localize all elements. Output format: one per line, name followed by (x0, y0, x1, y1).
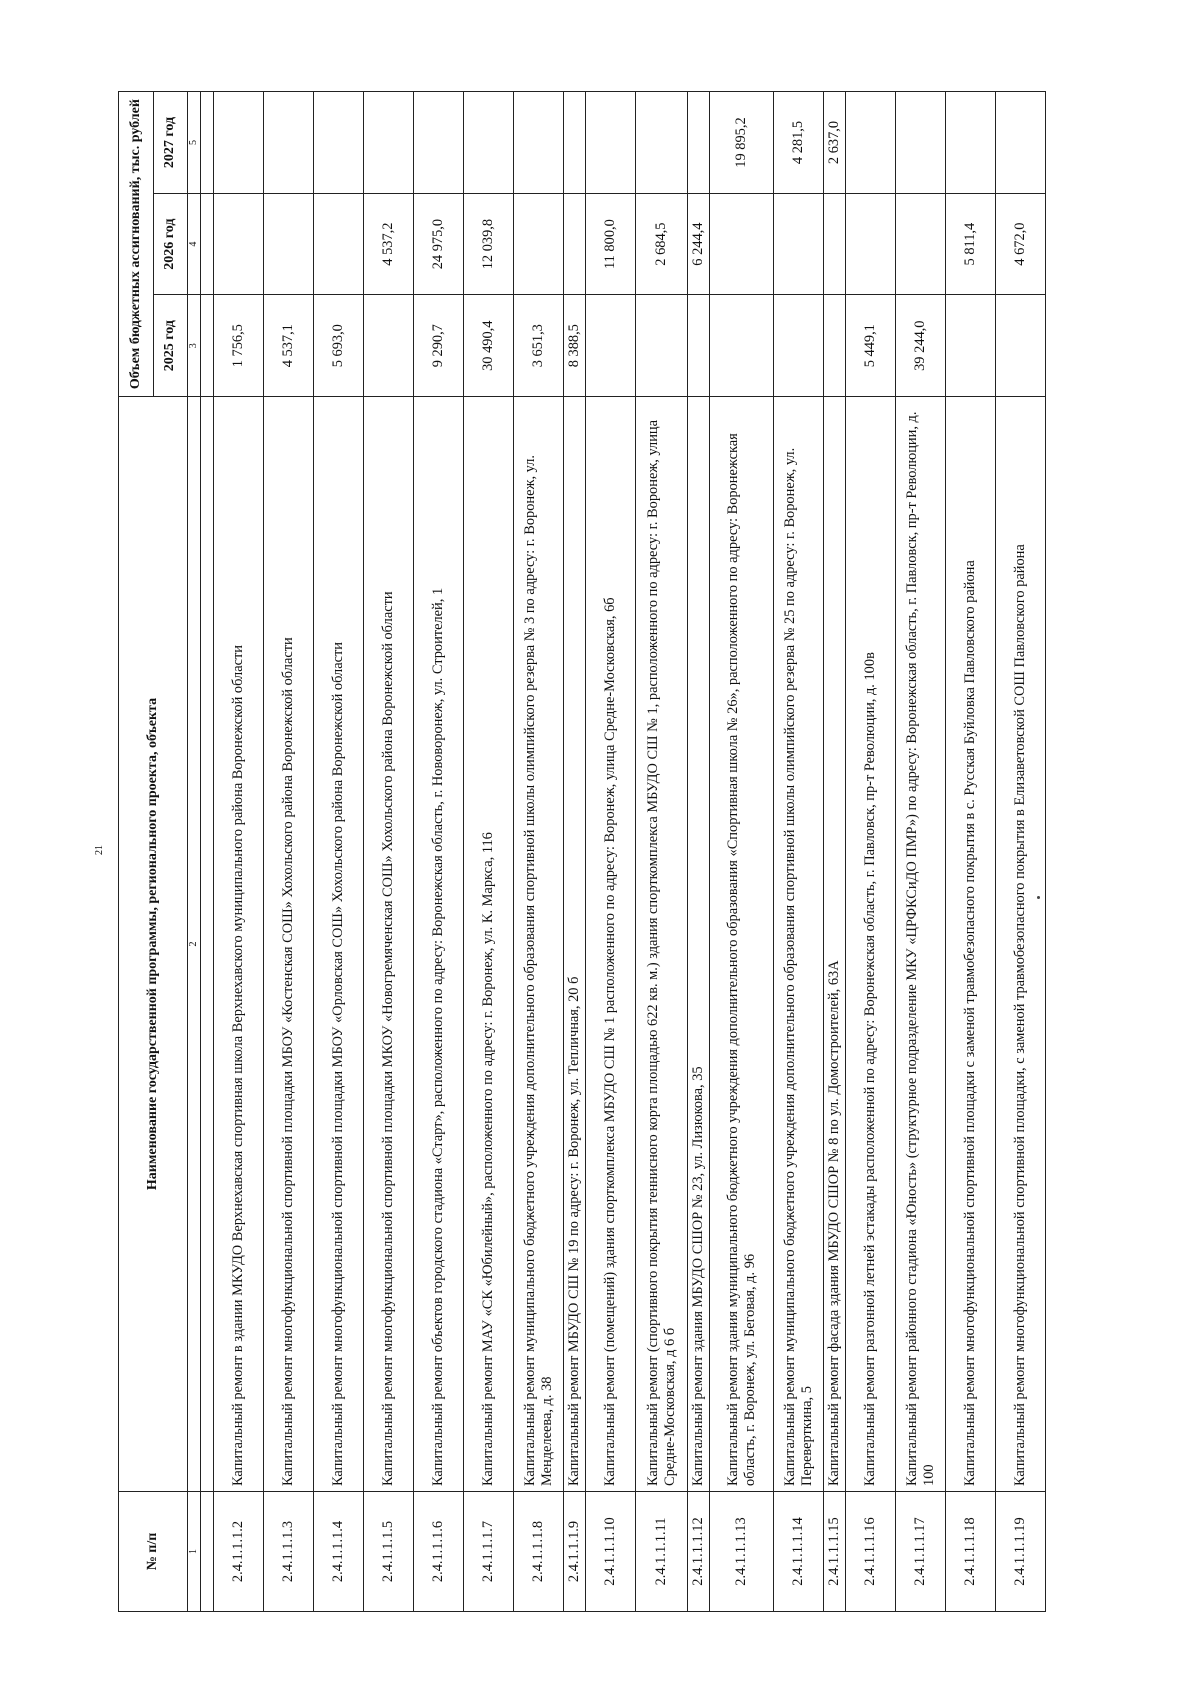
row-name: Капитальный ремонт разгонной летней эстакады расположенной по адресу: Воронежская область, г. Павловск, пр-т Революции, д. 100в (846, 397, 896, 1492)
table-row (996, 92, 1046, 1612)
row-name: Капитальный ремонт МАУ «СК «Юбилейный», расположенного по адресу: г. Воронеж, ул. К. Маркса, 116 (464, 397, 514, 1492)
row-value-2025: 4 537,1 (264, 295, 314, 397)
row-value-2025: 39 244,0 (896, 295, 946, 397)
table-row (564, 92, 586, 1612)
column-index: 2 (188, 397, 201, 1492)
row-value-2027 (586, 92, 636, 194)
row-name: Капитальный ремонт многофункциональной спортивной площадки МБОУ «Орловская СОШ» Хохольского района Воронежской области (314, 397, 364, 1492)
table-row (364, 92, 414, 1612)
row-code: 2.4.1.1.1.3 (264, 1492, 314, 1612)
row-value-2025 (774, 295, 824, 397)
row-value-2026: 12 039,8 (464, 193, 514, 295)
row-code: 2.4.1.1.1.17 (896, 1492, 946, 1612)
header-2027: 2027 год (153, 92, 188, 194)
row-value-2026 (514, 193, 564, 295)
row-value-2025: 5 449,1 (846, 295, 896, 397)
row-value-2025 (688, 295, 710, 397)
row-value-2025 (824, 295, 846, 397)
row-name: Капитальный ремонт объектов городского стадиона «Старт», расположенного по адресу: Воронежская область, г. Нововоронеж, ул. Строителей, 1 (414, 397, 464, 1492)
row-name: Капитальный ремонт муниципального бюджетного учреждения дополнительного образования спортивной школы олимпийского резерва № 25 по адресу: г. Воронеж, ул. Переверткина, 5 (774, 397, 824, 1492)
row-name: Капитальный ремонт фасада здания МБУДО СШОР № 8 по ул. Домостроителей, 63А (824, 397, 846, 1492)
row-value-2027 (564, 92, 586, 194)
row-name: Капитальный ремонт в здании МКУДО Верхнехавская спортивная школа Верхнехавского муниципального района Воронежской области (214, 397, 264, 1492)
row-value-2025 (996, 295, 1046, 397)
row-value-2025: 8 388,5 (564, 295, 586, 397)
column-index: 1 (188, 1492, 201, 1612)
column-index: 5 (188, 92, 201, 194)
row-code: 2.4.1.1.1.12 (688, 1492, 710, 1612)
table-row (414, 92, 464, 1612)
row-code: 2.4.1.1.1.5 (364, 1492, 414, 1612)
row-value-2027 (314, 92, 364, 194)
row-value-2025: 30 490,4 (464, 295, 514, 397)
row-code: 2.4.1.1.1.6 (414, 1492, 464, 1612)
row-code: 2.4.1.1.1.14 (774, 1492, 824, 1612)
row-value-2027 (688, 92, 710, 194)
row-value-2025 (586, 295, 636, 397)
row-name: Капитальный ремонт здания муниципального бюджетного учреждения дополнительного образования «Спортивная школа № 26», расположенного по адресу: Воронежская область, г. Воронеж, ул. Беговая, д. 96 (710, 397, 774, 1492)
header-2025: 2025 год (153, 295, 188, 397)
column-index: 3 (188, 295, 201, 397)
row-value-2027 (846, 92, 896, 194)
row-value-2027 (464, 92, 514, 194)
table-row (214, 92, 264, 1612)
row-value-2027 (264, 92, 314, 194)
row-value-2025: 9 290,7 (414, 295, 464, 397)
row-value-2025: 5 693,0 (314, 295, 364, 397)
row-name: Капитальный ремонт (спортивного покрытия теннисного корта площадью 622 кв. м.) здания спорткомплекса МБУДО СШ № 1, расположенного по адресу: г. Воронеж, улица Средне-Московская, д 6 б (636, 397, 688, 1492)
row-value-2026 (314, 193, 364, 295)
row-name: Капитальный ремонт здания МБУДО СШОР № 23, ул. Лизюкова, 35 (688, 397, 710, 1492)
header-volume: Объем бюджетных ассигнований, тыс. рублей (119, 92, 154, 397)
table-row (464, 92, 514, 1612)
row-code: 2.4.1.1.1.9 (564, 1492, 586, 1612)
row-value-2026: 4 537,2 (364, 193, 414, 295)
row-value-2026 (564, 193, 586, 295)
row-code: 2.4.1.1.1.19 (996, 1492, 1046, 1612)
page-number: 21 (94, 845, 105, 855)
row-code: 2.4.1.1.1.15 (824, 1492, 846, 1612)
table-row (688, 92, 710, 1612)
row-value-2025 (636, 295, 688, 397)
table-row (314, 92, 364, 1612)
row-code: 2.4.1.1.1.11 (636, 1492, 688, 1612)
row-name: Капитальный ремонт МБУДО СШ № 19 по адресу: г. Воронеж, ул. Тепличная, 20 б (564, 397, 586, 1492)
row-code: 2.4.1.1.1.18 (946, 1492, 996, 1612)
row-code: 2.4.1.1.1.4 (314, 1492, 364, 1612)
row-name: Капитальный ремонт (помещений) здания спорткомплекса МБУДО СШ № 1 расположенного по адресу: Воронеж, улица Средне-Московская, 6б (586, 397, 636, 1492)
row-value-2027: 4 281,5 (774, 92, 824, 194)
row-value-2025 (710, 295, 774, 397)
row-name: Капитальный ремонт многофункциональной спортивной площадки МБОУ «Костенская СОШ» Хохольского района Воронежской области (264, 397, 314, 1492)
table-row (946, 92, 996, 1612)
row-value-2027 (996, 92, 1046, 194)
row-code: 2.4.1.1.1.2 (214, 1492, 264, 1612)
row-value-2025 (946, 295, 996, 397)
row-value-2026 (846, 193, 896, 295)
table-row (586, 92, 636, 1612)
row-value-2026 (824, 193, 846, 295)
row-value-2027 (514, 92, 564, 194)
row-value-2027 (896, 92, 946, 194)
row-value-2027 (364, 92, 414, 194)
row-value-2027 (636, 92, 688, 194)
header-2026: 2026 год (153, 193, 188, 295)
row-value-2026: 24 975,0 (414, 193, 464, 295)
row-value-2027: 19 895,2 (710, 92, 774, 194)
table-body (201, 92, 1046, 1612)
row-value-2026: 11 800,0 (586, 193, 636, 295)
row-value-2026: 4 672,0 (996, 193, 1046, 295)
table-row (514, 92, 564, 1612)
header-name: Наименование государственной программы, регионального проекта, объекта (119, 397, 188, 1492)
rotated-table-container (118, 92, 1118, 1612)
row-code: 2.4.1.1.1.8 (514, 1492, 564, 1612)
row-value-2027: 2 637,0 (824, 92, 846, 194)
row-value-2026: 2 684,5 (636, 193, 688, 295)
row-code: 2.4.1.1.1.7 (464, 1492, 514, 1612)
row-value-2026: 6 244,4 (688, 193, 710, 295)
row-value-2027 (214, 92, 264, 194)
row-value-2026 (264, 193, 314, 295)
table-row (824, 92, 846, 1612)
row-value-2026 (710, 193, 774, 295)
row-code: 2.4.1.1.1.10 (586, 1492, 636, 1612)
row-value-2025: 3 651,3 (514, 295, 564, 397)
table-row (896, 92, 946, 1612)
row-value-2026: 5 811,4 (946, 193, 996, 295)
row-value-2025 (364, 295, 414, 397)
row-value-2025: 1 756,5 (214, 295, 264, 397)
table-row (710, 92, 774, 1612)
row-value-2026 (774, 193, 824, 295)
separator-row (201, 92, 214, 1612)
table-row (774, 92, 824, 1612)
table-row (636, 92, 688, 1612)
row-name: Капитальный ремонт многофункциональной спортивной площадки, с заменой травмобезопасного покрытия в Елизаветовской СОШ Павловского района (996, 397, 1046, 1492)
row-code: 2.4.1.1.1.13 (710, 1492, 774, 1612)
row-value-2027 (414, 92, 464, 194)
row-value-2026 (896, 193, 946, 295)
row-name: Капитальный ремонт многофункциональной спортивной площадки с заменой травмобезопасного покрытия в с. Русская Буйловка Павловского района (946, 397, 996, 1492)
header-number: № п/п (119, 1492, 188, 1612)
budget-table (118, 91, 1046, 1612)
row-name: Капитальный ремонт районного стадиона «Юность» (структурное подразделение МКУ «ЦРФКСиДО ПМР») по адресу: Воронежская область, г. Павловск, пр-т Революции, д. 100 (896, 397, 946, 1492)
row-value-2026 (214, 193, 264, 295)
row-value-2027 (946, 92, 996, 194)
table-row (264, 92, 314, 1612)
table-row (846, 92, 896, 1612)
row-name: Капитальный ремонт многофункциональной спортивной площадки МКОУ «Новогремяченская СОШ» Хохольского района Воронежской области (364, 397, 414, 1492)
column-index: 4 (188, 193, 201, 295)
row-name: Капитальный ремонт муниципального бюджетного учреждения дополнительного образования спортивной школы олимпийского резерва № 3 по адресу: г. Воронеж, ул. Менделеева, д. 38 (514, 397, 564, 1492)
row-code: 2.4.1.1.1.16 (846, 1492, 896, 1612)
